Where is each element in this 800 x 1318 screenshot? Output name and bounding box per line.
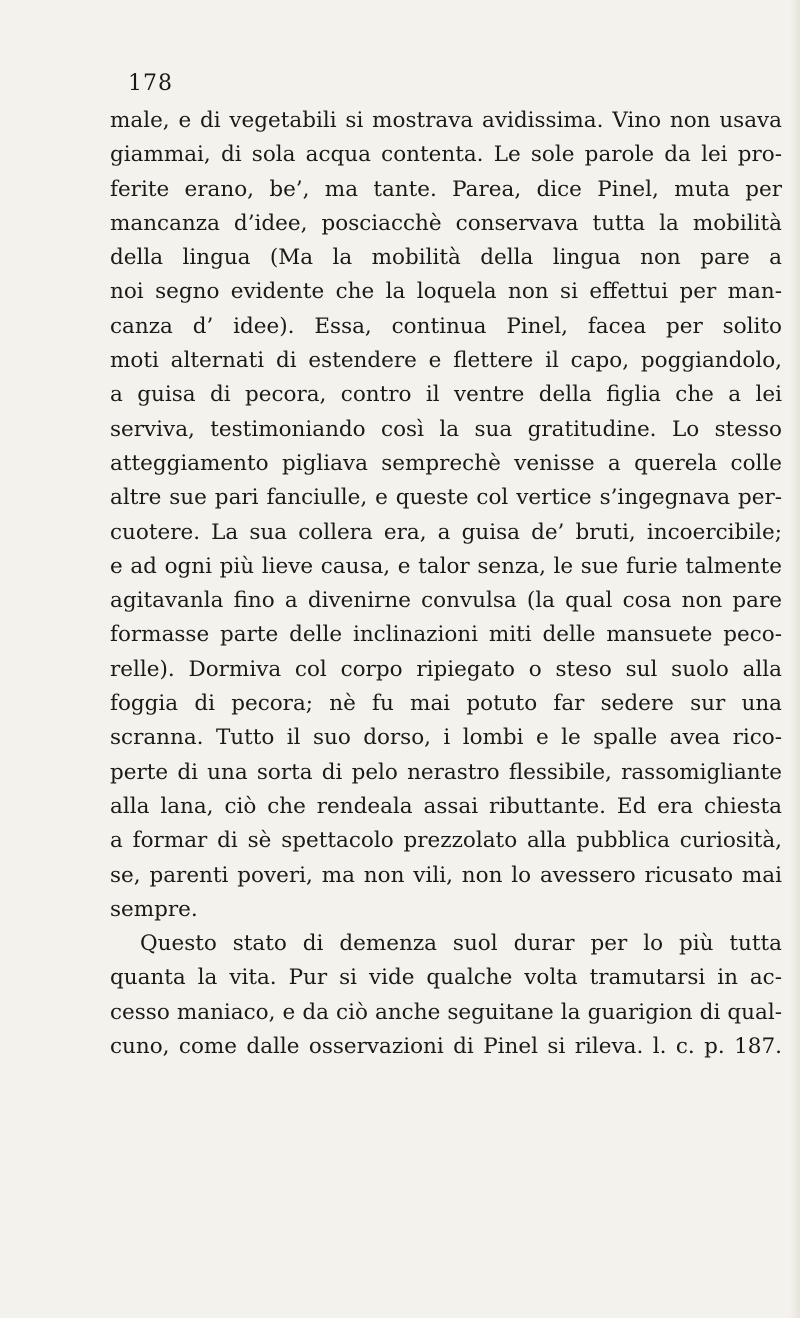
- text-line: noi segno evidente che la loquela non si effettui per man-: [110, 279, 782, 305]
- text-line: cuno, come dalle osservazioni di Pinel si rileva. l. c. p. 187.: [110, 1034, 782, 1060]
- text-line: altre sue pari fanciulle, e queste col vertice s’ingegnava per-: [110, 485, 782, 511]
- text-line: formasse parte delle inclinazioni miti delle mansuete peco-: [110, 622, 782, 648]
- text-line: a guisa di pecora, contro il ventre della figlia che a lei: [110, 382, 782, 408]
- text-line: cesso maniaco, e da ciò anche seguitane la guarigion di qual-: [110, 999, 782, 1025]
- body-text: [110, 104, 782, 1064]
- text-line: giammai, di sola acqua contenta. Le sole parole da lei pro-: [110, 142, 782, 168]
- text-line: foggia di pecora; nè fu mai potuto far sedere sur una: [110, 691, 782, 717]
- text-line: canza d’ idee). Essa, continua Pinel, facea per solito: [110, 313, 782, 339]
- text-line: scranna. Tutto il suo dorso, i lombi e le spalle avea rico-: [110, 725, 782, 751]
- text-line: perte di una sorta di pelo nerastro flessibile, rassomigliante: [110, 759, 782, 785]
- text-line: relle). Dormiva col corpo ripiegato o steso sul suolo alla: [110, 656, 782, 682]
- text-line: cuotere. La sua collera era, a guisa de’ bruti, incoercibile;: [110, 519, 782, 545]
- text-line: a formar di sè spettacolo prezzolato alla pubblica curiosità,: [110, 828, 782, 854]
- text-line: atteggiamento pigliava semprechè venisse a querela colle: [110, 450, 782, 476]
- text-line: se, parenti poveri, ma non vili, non lo avessero ricusato mai: [110, 862, 782, 888]
- text-line: della lingua (Ma la mobilità della lingua non pare a: [110, 245, 782, 271]
- text-line: moti alternati di estendere e flettere il capo, poggiandolo,: [110, 348, 782, 374]
- page-number: 178: [128, 71, 173, 96]
- text-line: quanta la vita. Pur si vide qualche volta tramutarsi in ac-: [110, 965, 782, 991]
- page-edge-shadow: [790, 0, 800, 1318]
- text-line: sempre.: [110, 896, 198, 922]
- text-line: alla lana, ciò che rendeala assai ributtante. Ed era chiesta: [110, 793, 782, 819]
- text-line: agitavanla fino a divenirne convulsa (la qual cosa non pare: [110, 588, 782, 614]
- text-line: Questo stato di demenza suol durar per lo più tutta: [140, 931, 782, 957]
- text-line: mancanza d’idee, posciacchè conservava tutta la mobilità: [110, 210, 782, 236]
- text-line: male, e di vegetabili si mostrava avidissima. Vino non usava: [110, 108, 782, 133]
- text-line: e ad ogni più lieve causa, e talor senza, le sue furie talmente: [110, 553, 782, 579]
- text-line: serviva, testimoniando così la sua gratitudine. Lo stesso: [110, 416, 782, 442]
- text-line: ferite erano, be’, ma tante. Parea, dice Pinel, muta per: [110, 176, 782, 202]
